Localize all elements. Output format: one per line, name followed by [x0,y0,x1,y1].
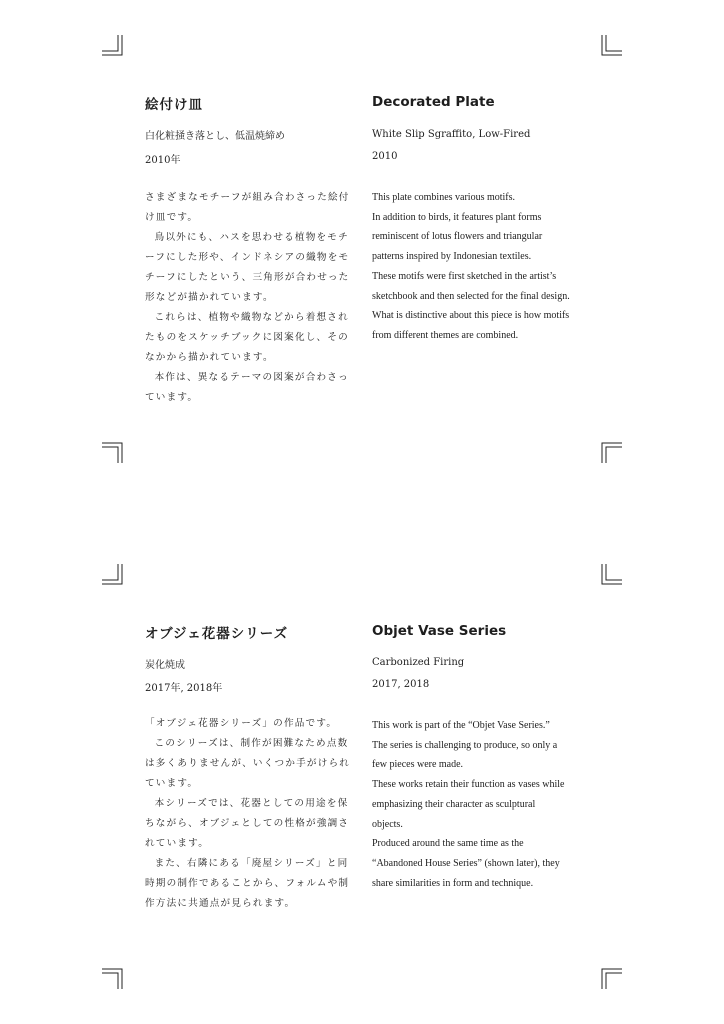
crop-mark-icon [102,441,124,463]
crop-mark-icon [600,564,622,586]
page-title-en: Decorated Plate [372,94,495,110]
text-line: reminiscent of lotus flowers and triangular [372,231,543,243]
text-line: Produced around the same time as the [372,838,524,850]
text-line: This work is part of the “Objet Vase Series.” [372,720,550,731]
text-line: sketchbook and then selected for the final design. [372,290,570,302]
paragraph: これらは、植物や織物などから着想されたものをスケッチブックに図案化し、そのなかから描かれています。 [145,312,349,363]
year-ja: 2010年 [145,155,181,166]
text-line: few pieces were made. [372,759,464,771]
paragraph: さまざまなモチーフが組み合わさった絵付け皿です。 [145,192,350,223]
page-title-en: Objet Vase Series [372,623,507,639]
paragraph: 本シリーズでは、花器としての用途を保ちながら、オブジェとしての性格が強調されています。 [145,798,350,849]
year-en: 2017, 2018 [372,679,430,690]
text-line: share similarities in form and technique. [372,877,534,889]
crop-mark-icon [600,967,622,989]
text-line: patterns inspired by Indonesian textiles. [372,251,532,263]
crop-mark-icon [600,441,622,463]
text-line: objects. [372,818,403,830]
page-title-ja: 絵付け皿 [145,97,203,113]
text-line: “Abandoned House Series” (shown later), they [372,857,560,869]
crop-mark-icon [102,967,124,989]
page-title-ja: オブジェ花器シリーズ [145,626,289,642]
technique-ja: 白化粧掻き落とし、低温焼締め [145,131,285,142]
crop-mark-icon [600,35,622,57]
paragraph: 本作は、異なるテーマの図案が合わさっています。 [145,372,349,403]
paragraph: 鳥以外にも、ハスを思わせる植物をモチーフにした形や、インドネシアの織物をモチーフにしたという、三角形が合わせった形などが描かれています。 [145,232,350,303]
paragraph: また、右隣にある「廃屋シリーズ」と同時期の制作であることから、フォルムや制作方法に共通点が見られます。 [145,858,350,909]
crop-mark-icon [102,35,124,57]
paragraph: このシリーズは、制作が困難なため点数は多くありませんが、いくつか手がけられています。 [145,738,351,789]
text-line: The series is challenging to produce, so only a [372,739,558,751]
text-line: These works retain their function as vases while [372,779,565,791]
text-line: from different themes are combined. [372,329,519,341]
paragraph: 「オブジェ花器シリーズ」の作品です。 [145,718,338,729]
description-en [372,188,602,346]
technique-ja: 炭化焼成 [145,660,185,671]
technique-en: White Slip Sgraffito, Low-Fired [372,129,531,140]
text-line: What is distinctive about this piece is how motifs [372,310,570,322]
description-en [372,716,602,893]
text-line: In addition to birds, it features plant forms [372,211,542,223]
year-en: 2010 [372,151,398,162]
text-line: These motifs were first sketched in the artist’s [372,270,557,282]
description-ja [145,714,359,914]
description-ja [145,188,359,408]
text-line: emphasizing their character as sculptural [372,798,536,810]
technique-en: Carbonized Firing [372,657,465,668]
year-ja: 2017年, 2018年 [145,683,223,694]
crop-mark-icon [102,564,124,586]
text-line: This plate combines various motifs. [372,192,516,203]
